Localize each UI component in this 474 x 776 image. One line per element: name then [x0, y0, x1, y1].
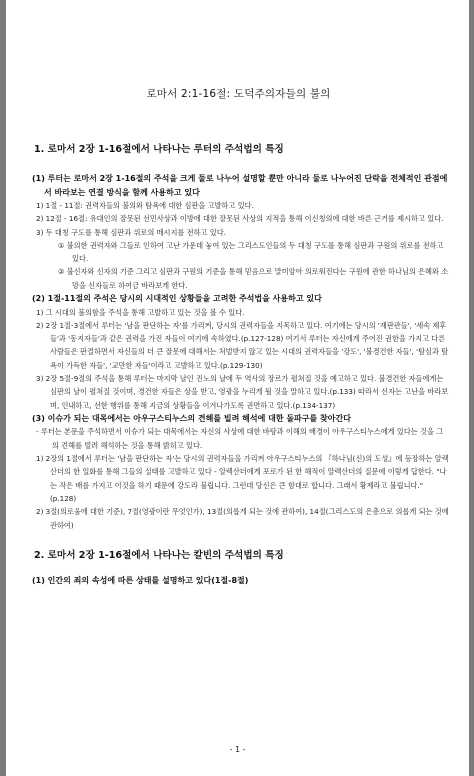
- section-1-2-heading: (2) 1절-11절의 주석은 당시의 시대적인 상황들을 고려한 주석법을 사용하고 있다: [32, 294, 322, 304]
- section-1-2-item-2: 2) 2장 1절-3절에서 루터는 '남을 판단하는 자'를 가리켜, 당시의 권력자들을 지목하고 있다. 여기에는 당시의 '재판관들', '세속 제후들'과 '동지자들'과 같은 권력을 가진 자들이 여기에 속하였다.(p.127-128) 여기서 루터는 자신에게 주어진 권한을 가지고 다른 사람들은 판결하면서 자신들의 더 큰 잘못에 대해서는 처벌받지 않고 있는 시대의 권력자들을 '강도', '불경건한 자들', '탐심과 탐욕이 가득한 자들', '교만한 자들'이라고 고발하고 있다.(p.129-130): [36, 320, 449, 370]
- page-number: - 1 -: [229, 745, 246, 754]
- section-1-1-item-1: 1) 1절 - 11절: 권력자들의 불의와 탐욕에 대한 심판을 고발하고 있다.: [36, 201, 254, 210]
- section-1-1-heading: (1) 루터는 로마서 2장 1-16절의 주석을 크게 둘로 나누어 설명할 뿐만 아니라 둘로 나누어진 단락을 전체적인 관점에서 바라보는 연결 방식을 함께 사용하고 있다: [32, 174, 448, 197]
- document-page: [6, 0, 469, 776]
- section-1-1-item-3a: ① 불의한 권력자와 그들로 인하여 고난 가운데 놓여 있는 그리스도인들의 두 대칭 구도를 통해 심판과 구원의 위로를 전하고 있다.: [58, 240, 444, 264]
- section-1-3-item-2: 2) 3절(의로움에 대한 기준), 7절(영광이란 무엇인가), 13절(의롭게 되는 것에 관하여), 14절(그리스도의 은총으로 의롭게 되는 것에 관하여): [36, 507, 449, 530]
- section-1-1-item-3b: ② 불신자와 신자의 기준 그리고 심판과 구원의 기준을 통해 믿음으로 말미암아 의로워진다는 구원에 관한 하나님의 은혜와 소망을 신자들로 하여금 바라보게 한다.: [58, 267, 449, 290]
- section-1-3-heading: (3) 이슈가 되는 대목에서는 아우구스티누스의 견해를 빌려 해석에 대한 돌파구를 찾아간다: [32, 413, 351, 423]
- section-2-1-heading: (1) 인간의 죄의 속성에 따른 상태를 설명하고 있다(1절-8절): [32, 575, 249, 585]
- section-1-1-item-3: 3) 두 대칭 구도를 통해 심판과 위로의 메시지를 전하고 있다.: [36, 227, 226, 237]
- section-1-heading: 1. 로마서 2장 1-16절에서 나타나는 루터의 주석법의 특징: [34, 144, 284, 155]
- section-1-3-dash-item: - 루터는 본문을 주석하면서 이슈가 되는 대목에서는 자신의 사상에 대한 바탕과 이해의 배경이 아우구스티누스에게 있다는 것을 그의 견해를 빌려 해석하는 것을 통해 밝히고 있다.: [36, 427, 444, 450]
- section-2-heading: 2. 로마서 2장 1-16절에서 나타나는 칼빈의 주석법의 특징: [34, 549, 284, 561]
- section-1-3-item-1: 1) 2장의 1절에서 루터는 '남을 판단하는 자'는 당시의 권력자들을 가리켜 아우구스티누스의 『하나님(신)의 도성』에 등장하는 알렉산더의 한 일화를 통해 그들의 실태를 고발하고 있다 - 알렉산더에게 포로가 된 한 해적이 알렉산더의 질문에 이렇게 답한다. "나는 작은 배를 가지고 이것을 하기 때문에 강도라 불립니다. 그런데 당신은 큰 함대로 합니다. 그래서 황제라고 불립니다."(p.128): [36, 454, 449, 503]
- section-1-2-item-3: 3) 2장 5절-9절의 주석을 통해 루터는 마지막 날인 진노의 날에 두 역사의 장르가 펼쳐질 것을 예고하고 있다. 불경건한 자들에게는 심판의 날이 펼쳐질 것이며, 경건한 자들은 상을 받고, 영광을 누리게 될 것을 말하고 있다.(p.133) 따라서 신자는 고난을 바라보며, 인내하고, 선한 행위를 통해 지금의 상황들을 이겨나가도록 권면하고 있다.(p.134-137): [36, 374, 449, 410]
- section-1-2-item-1: 1) 그 시대의 불의함을 주석을 통해 고발하고 있는 것을 볼 수 있다.: [36, 307, 245, 317]
- document-title: 로마서 2:1-16절: 도덕주의자들의 불의: [146, 88, 331, 100]
- section-1-1-item-2: 2) 12절 - 16절: 유대인의 잘못된 선민사상과 이방에 대한 잘못된 사상의 지적을 통해 이신칭의에 대한 바른 근거를 제시하고 있다.: [36, 214, 444, 224]
